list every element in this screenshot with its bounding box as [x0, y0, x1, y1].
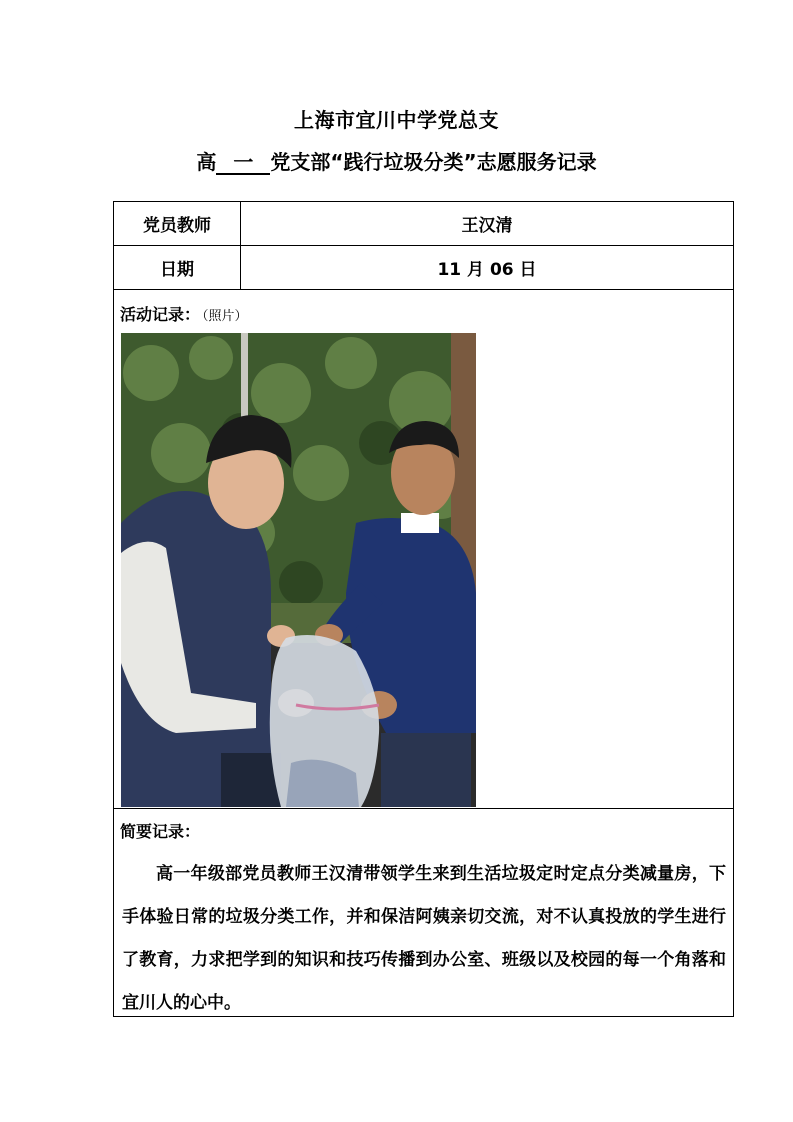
- date-label: 日期: [114, 246, 241, 290]
- teacher-label: 党员教师: [114, 202, 241, 246]
- summary-row: [114, 809, 734, 1017]
- subtitle-grade-blank: 一: [216, 151, 270, 175]
- teacher-value: 王汉清: [241, 202, 734, 246]
- summary-text: 高一年级部党员教师王汉清带领学生来到生活垃圾定时定点分类减量房，下手体验日常的垃圾分类工作，并和保洁阿姨亲切交流，对不认真投放的学生进行了教育，力求把学到的知识和技巧传播到办公室、班级以及校园的每一个角落和宜川人的心中。: [122, 864, 726, 1013]
- document-subtitle: [0, 146, 793, 175]
- teacher-row: [114, 202, 734, 246]
- activity-note: （照片）: [202, 309, 248, 324]
- record-table: [113, 201, 734, 1017]
- activity-cell: [114, 290, 734, 809]
- subtitle-prefix: 高: [196, 150, 217, 174]
- activity-heading: [120, 302, 248, 325]
- activity-row: [114, 290, 734, 809]
- subtitle-suffix: 党支部“践行垃圾分类”志愿服务记录: [270, 150, 597, 174]
- document-title: 上海市宜川中学党总支: [294, 108, 499, 132]
- activity-photo: [121, 333, 476, 807]
- summary-label: 简要记录：: [120, 822, 201, 841]
- date-value: 11 月 06 日: [241, 246, 734, 290]
- summary-cell: [114, 809, 734, 1017]
- date-row: [114, 246, 734, 290]
- activity-label: 活动记录：: [120, 305, 201, 324]
